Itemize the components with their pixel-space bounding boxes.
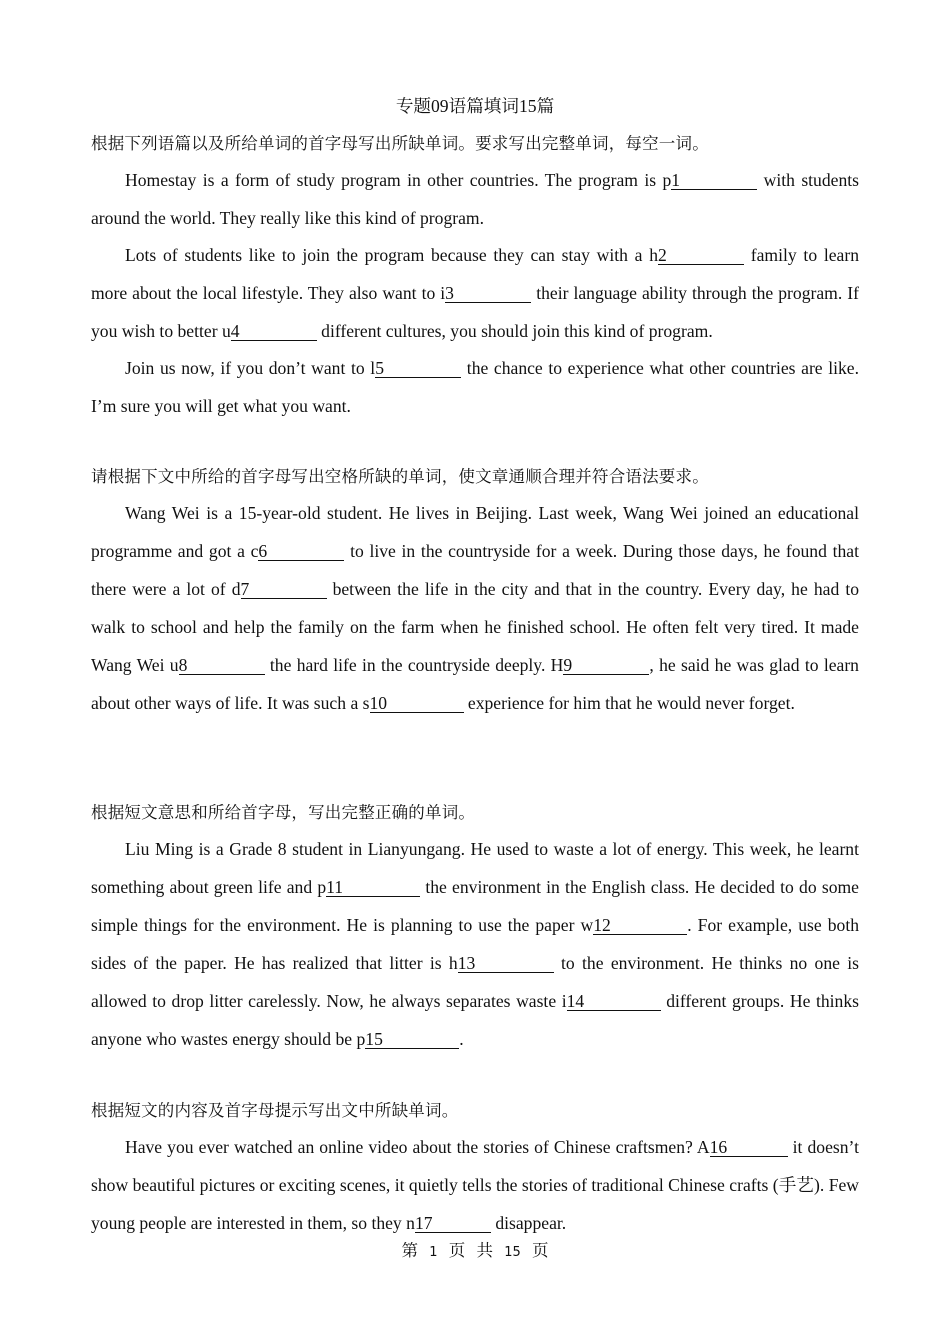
answer-blank-1[interactable]: 1 bbox=[671, 171, 757, 190]
section-3-paragraph-1 bbox=[91, 830, 859, 1058]
answer-blank-9[interactable]: 9 bbox=[563, 656, 649, 675]
text-run: different groups. He thinks anyone who wastes energy should be p bbox=[91, 991, 859, 1049]
section-1-instruction: 根据下列语篇以及所给单词的首字母写出所缺单词。要求写出完整单词，每空一词。 bbox=[91, 134, 709, 153]
answer-blank-12[interactable]: 12 bbox=[593, 916, 687, 935]
section-4-instruction: 根据短文的内容及首字母提示写出文中所缺单词。 bbox=[91, 1101, 459, 1120]
text-run: it doesn’t show beautiful pictures or exciting scenes, it quietly tells the stories of traditional Chinese crafts (手艺). Few young people are interested in them, so they n bbox=[91, 1137, 859, 1233]
text-run: between the life in the city and that in the country. Every day, he had to walk to school and help the family on the farm when he finished school. He often felt very tired. It made Wang Wei u bbox=[91, 579, 860, 675]
text-run: Homestay is a form of study program in other countries. The program is p bbox=[125, 170, 672, 190]
text-run: Liu Ming is a Grade 8 student in Lianyungang. He used to waste a lot of energy. This week, he learnt something about green life and p bbox=[91, 839, 859, 897]
answer-blank-2[interactable]: 2 bbox=[658, 246, 744, 265]
text-run: family to learn more about the local lifestyle. They also want to i bbox=[91, 245, 860, 303]
text-run: to the environment. He thinks no one is allowed to drop litter carelessly. Now, he always separates waste i bbox=[91, 953, 859, 1011]
text-run: Join us now, if you don’t want to l bbox=[125, 358, 376, 378]
page-number: 1 bbox=[429, 1245, 438, 1260]
section-3-instruction: 根据短文意思和所给首字母，写出完整正确的单词。 bbox=[91, 803, 476, 822]
footer-text: 页 共 bbox=[448, 1241, 493, 1260]
answer-blank-16[interactable]: 16 bbox=[710, 1138, 788, 1157]
answer-blank-14[interactable]: 14 bbox=[567, 992, 661, 1011]
answer-blank-3[interactable]: 3 bbox=[445, 284, 531, 303]
text-run: the chance to experience what other countries are like. I’m sure you will get what you want. bbox=[91, 358, 860, 416]
text-run: , he said he was glad to learn about other ways of life. It was such a s bbox=[91, 655, 859, 713]
section-2-paragraph-1 bbox=[91, 494, 859, 722]
page-title: 专题09语篇填词15篇 bbox=[395, 96, 555, 116]
answer-blank-7[interactable]: 7 bbox=[241, 580, 327, 599]
page-footer bbox=[0, 1240, 950, 1264]
answer-blank-15[interactable]: 15 bbox=[365, 1030, 459, 1049]
footer-text: 页 bbox=[532, 1241, 549, 1260]
answer-blank-10[interactable]: 10 bbox=[370, 694, 464, 713]
text-run: to live in the countryside for a week. During those days, he found that there were a lot of d bbox=[91, 541, 859, 599]
answer-blank-6[interactable]: 6 bbox=[258, 542, 344, 561]
text-run: different cultures, you should join this kind of program. bbox=[316, 321, 713, 341]
text-run: experience for him that he would never forget. bbox=[463, 693, 795, 713]
total-pages: 15 bbox=[504, 1245, 521, 1260]
answer-blank-8[interactable]: 8 bbox=[179, 656, 265, 675]
answer-blank-17[interactable]: 17 bbox=[415, 1214, 491, 1233]
section-4-paragraph-1 bbox=[91, 1128, 859, 1242]
answer-blank-11[interactable]: 11 bbox=[326, 878, 420, 897]
text-run: . For example, use both sides of the paper. He has realized that litter is h bbox=[91, 915, 860, 973]
answer-blank-4[interactable]: 4 bbox=[231, 322, 317, 341]
footer-text: 第 bbox=[401, 1241, 418, 1260]
section-1-paragraph-2 bbox=[91, 236, 859, 350]
section-1-paragraph-3 bbox=[91, 349, 859, 425]
text-run: their language ability through the program. If you wish to better u bbox=[91, 283, 859, 341]
text-run: Wang Wei is a 15-year-old student. He lives in Beijing. Last week, Wang Wei joined an educational programme and got a c bbox=[91, 503, 859, 561]
text-run: Lots of students like to join the program because they can stay with a h bbox=[125, 245, 659, 265]
text-run: the environment in the English class. He decided to do some simple things for the environment. He is planning to use the paper w bbox=[91, 877, 859, 935]
text-run: the hard life in the countryside deeply. H bbox=[264, 655, 564, 675]
section-1-paragraph-1 bbox=[91, 161, 859, 237]
answer-blank-13[interactable]: 13 bbox=[458, 954, 554, 973]
text-run: with students around the world. They really like this kind of program. bbox=[91, 170, 859, 228]
text-run: Have you ever watched an online video about the stories of Chinese craftsmen? A bbox=[125, 1137, 710, 1157]
text-run: disappear. bbox=[490, 1213, 567, 1233]
section-2-instruction: 请根据下文中所给的首字母写出空格所缺的单词，使文章通顺合理并符合语法要求。 bbox=[91, 467, 709, 486]
answer-blank-5[interactable]: 5 bbox=[375, 359, 461, 378]
text-run: . bbox=[459, 1029, 464, 1049]
